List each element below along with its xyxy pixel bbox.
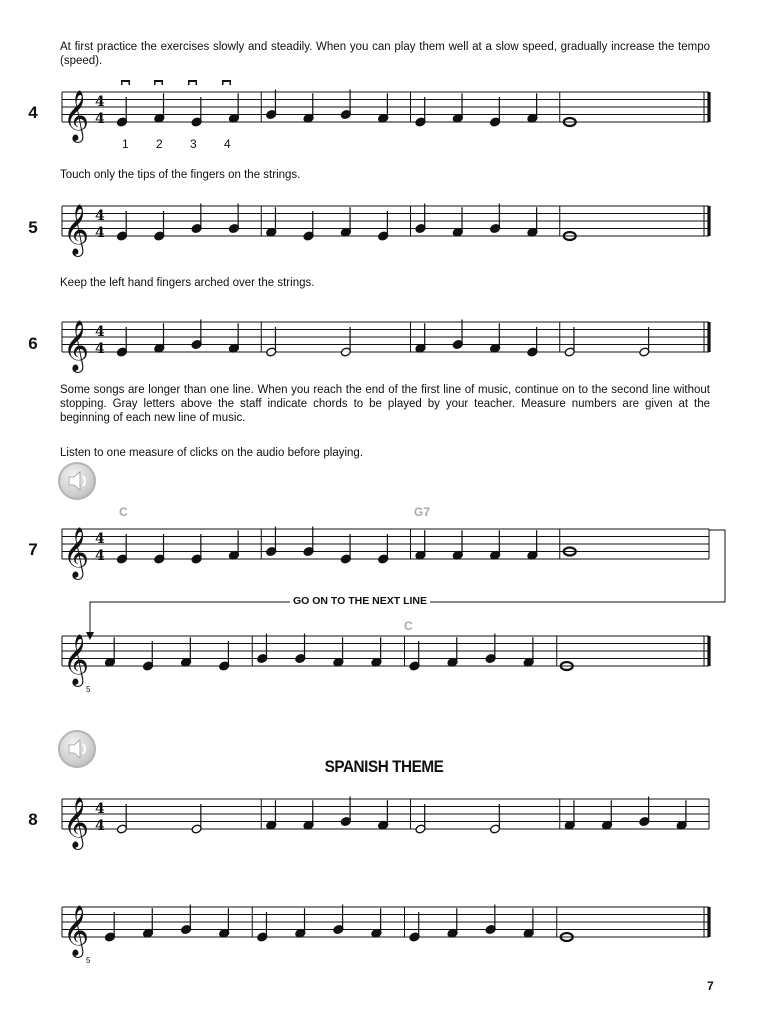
treble-clef-icon: 𝄞 xyxy=(63,204,90,255)
fingering-1: 1 xyxy=(122,137,129,151)
fingering-3: 3 xyxy=(190,137,197,151)
down-bow-icon xyxy=(121,80,231,85)
treble-clef-icon: 𝄞 xyxy=(63,634,90,685)
treble-clef-icon: 𝄞 xyxy=(63,527,90,578)
measure-number: 5 xyxy=(86,685,91,694)
time-signature-top: 4 xyxy=(95,94,105,110)
time-signature-top: 4 xyxy=(95,324,105,340)
go-on-label: GO ON TO THE NEXT LINE xyxy=(290,595,430,607)
instruction-paragraph-1: At first practice the exercises slowly and steadily. When you can play them well at a slow speed, gradually increase the tempo (speed). xyxy=(60,41,710,67)
instruction-paragraph-3: Keep the left hand fingers arched over the strings. xyxy=(60,277,315,289)
fingering-2: 2 xyxy=(156,137,163,151)
exercise-number: 8 xyxy=(28,810,38,829)
exercise-number: 5 xyxy=(28,218,38,237)
treble-clef-icon: 𝄞 xyxy=(63,797,90,848)
speaker-icon xyxy=(58,462,96,500)
time-signature-top: 4 xyxy=(95,801,105,817)
time-signature-bottom: 4 xyxy=(95,225,105,241)
treble-clef-icon: 𝄞 xyxy=(63,320,90,371)
chord-symbol: C xyxy=(119,505,128,519)
time-signature-top: 4 xyxy=(95,531,105,547)
fingering-4: 4 xyxy=(224,137,231,151)
page-number: 7 xyxy=(707,979,714,993)
time-signature-bottom: 4 xyxy=(95,341,105,357)
treble-clef-icon: 𝄞 xyxy=(63,90,90,141)
exercise-number: 7 xyxy=(28,540,38,559)
time-signature-bottom: 4 xyxy=(95,111,105,127)
instruction-paragraph-2: Touch only the tips of the fingers on the strings. xyxy=(60,169,301,181)
time-signature-top: 4 xyxy=(95,208,105,224)
exercise-number: 6 xyxy=(28,334,38,353)
time-signature-bottom: 4 xyxy=(95,548,105,564)
exercise-number: 4 xyxy=(28,103,38,122)
measure-number: 5 xyxy=(86,956,91,965)
audio-button[interactable] xyxy=(58,462,96,500)
song-title: SPANISH THEME xyxy=(324,757,444,776)
time-signature-bottom: 4 xyxy=(95,818,105,834)
chord-symbol: C xyxy=(404,619,413,633)
instruction-paragraph-4: Some songs are longer than one line. When you reach the end of the first line of music, continue on to the second line without stopping. Gray letters above the staff indicate chords to be played by your teacher. Measure numbers are given at the beginning of each new line of music. xyxy=(60,384,710,424)
instruction-paragraph-5: Listen to one measure of clicks on the audio before playing. xyxy=(60,447,364,459)
chord-symbol: G7 xyxy=(414,505,431,519)
arrow-head-icon xyxy=(86,632,94,640)
treble-clef-icon: 𝄞 xyxy=(63,905,90,956)
